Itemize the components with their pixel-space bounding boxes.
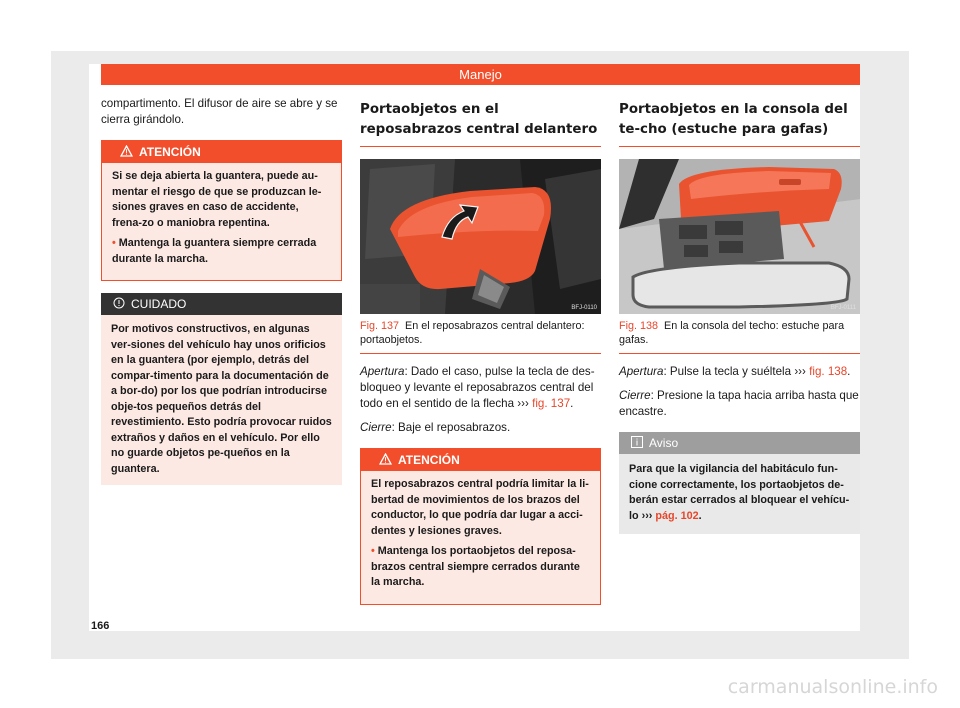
cierre-text: : Baje el reposabrazos. (391, 421, 511, 434)
note-title: Aviso (649, 436, 679, 450)
figure-caption-text: En la consola del techo: estuche para gafas. (619, 320, 845, 346)
column-2 (360, 96, 601, 605)
figure-caption (619, 319, 860, 354)
bullet-icon: • (112, 237, 116, 249)
figure-caption (360, 319, 601, 354)
armrest-photo (360, 159, 601, 314)
caution-title: CUIDADO (131, 297, 187, 311)
column-3 (619, 96, 860, 534)
apertura-paragraph: Apertura: Dado el caso, pulse la tecla de des-bloqueo y levante el reposabrazos central del todo en el sentido de la flecha ››› fig. 137. (360, 365, 595, 410)
warning-bullet (371, 544, 590, 591)
cierre-paragraph (619, 388, 860, 420)
caution-header (101, 293, 342, 315)
figure-link-137[interactable]: fig. 137 (532, 397, 571, 410)
cierre-text: : Presione la tapa hacia arriba hasta que encastre. (619, 389, 859, 418)
column-1 (101, 96, 342, 485)
cierre-paragraph (360, 420, 601, 436)
apertura-text: : Dado el caso, pulse la tecla de des-bloqueo y levante el reposabrazos central del todo en el sentido de la flecha (360, 365, 595, 410)
section-heading-armrest: Portaobjetos en el reposabrazos central delantero (360, 100, 601, 147)
note-header (619, 432, 860, 454)
caution-text: Por motivos constructivos, en algunas ver-siones del vehículo hay unos orificios en la guantera (por ejemplo, detrás del compar-timento para la documentación de a bor-do) por los que podrían introducirse obje-tos pequeños detrás del revestimiento. Esto podría provocar ruidos extraños y daños en el vehículo. Por ello no guarde objetos pe-queños en la guantera. (111, 323, 332, 475)
figure-code: BFJ-0111 (830, 305, 856, 311)
warning-triangle-icon (379, 450, 392, 472)
figure-138 (619, 159, 860, 354)
note-text-block: Para que la vigilancia del habitáculo fun-cione correctamente, los portaobjetos de-berán estar cerrados al bloquear el vehícu-lo ››› pág. 102. (629, 463, 850, 522)
ref-arrow: ››› (794, 365, 806, 378)
cierre-label: Cierre (360, 421, 392, 434)
chapter-header: Manejo (101, 64, 860, 85)
apertura-label: Apertura (619, 365, 664, 378)
warning-text: Si se deja abierta la guantera, puede au-mentar el riesgo de que se produzcan le-siones graves en caso de accidente, frena-zo o maniobra repentina. (112, 170, 322, 229)
ref-arrow: ››› (641, 509, 653, 522)
page-number: 166 (91, 620, 110, 632)
warning-bullet-text: Mantenga la guantera siempre cerrada durante la marcha. (112, 237, 317, 265)
warning-box-armrest (360, 448, 601, 605)
info-square-icon (631, 433, 643, 455)
cierre-label: Cierre (619, 389, 651, 402)
figure-caption-text: En el reposabrazos central delantero: portaobjetos. (360, 320, 585, 346)
warning-text: El reposabrazos central podría limitar la li-bertad de movimientos de los brazos del conductor, lo que podría dar lugar a acci-dentes y lesiones graves. (371, 478, 589, 537)
warning-header (102, 141, 341, 163)
caution-box (101, 293, 342, 485)
warning-triangle-icon (120, 142, 133, 164)
info-circle-icon (113, 294, 125, 316)
warning-header (361, 449, 600, 471)
figure-link-138[interactable]: fig. 138 (809, 365, 848, 378)
figure-code: BFJ-0110 (571, 305, 597, 311)
figure-label: Fig. 137 (360, 320, 400, 332)
apertura-text: : Pulse la tecla y suéltela (663, 365, 792, 378)
watermark: carmanualsonline.info (727, 676, 938, 698)
intro-paragraph: compartimento. El difusor de aire se abre y se cierra girándolo. (101, 97, 338, 126)
section-heading-roof-console: Portaobjetos en la consola del te-cho (estuche para gafas) (619, 100, 860, 147)
note-text: Para que la vigilancia del habitáculo fun-cione correctamente, los portaobjetos de-berán estar cerrados al bloquear el vehícu-lo (629, 463, 850, 522)
apertura-paragraph: Apertura: Pulse la tecla y suéltela ››› fig. 138. (619, 365, 851, 378)
figure-137 (360, 159, 601, 354)
warning-box-glovebox (101, 140, 342, 281)
ref-arrow: ››› (517, 397, 529, 410)
apertura-label: Apertura (360, 365, 405, 378)
bullet-icon: • (371, 545, 375, 557)
warning-bullet (112, 236, 331, 267)
warning-bullet-text: Mantenga los portaobjetos del reposa-brazos central siempre cerrados durante la marcha. (371, 545, 580, 588)
warning-title: ATENCIÓN (398, 453, 460, 467)
warning-title: ATENCIÓN (139, 145, 201, 159)
figure-label: Fig. 138 (619, 320, 659, 332)
roof-console-photo (619, 159, 860, 314)
note-box (619, 432, 860, 534)
page-link-102[interactable]: pág. 102 (655, 509, 699, 522)
